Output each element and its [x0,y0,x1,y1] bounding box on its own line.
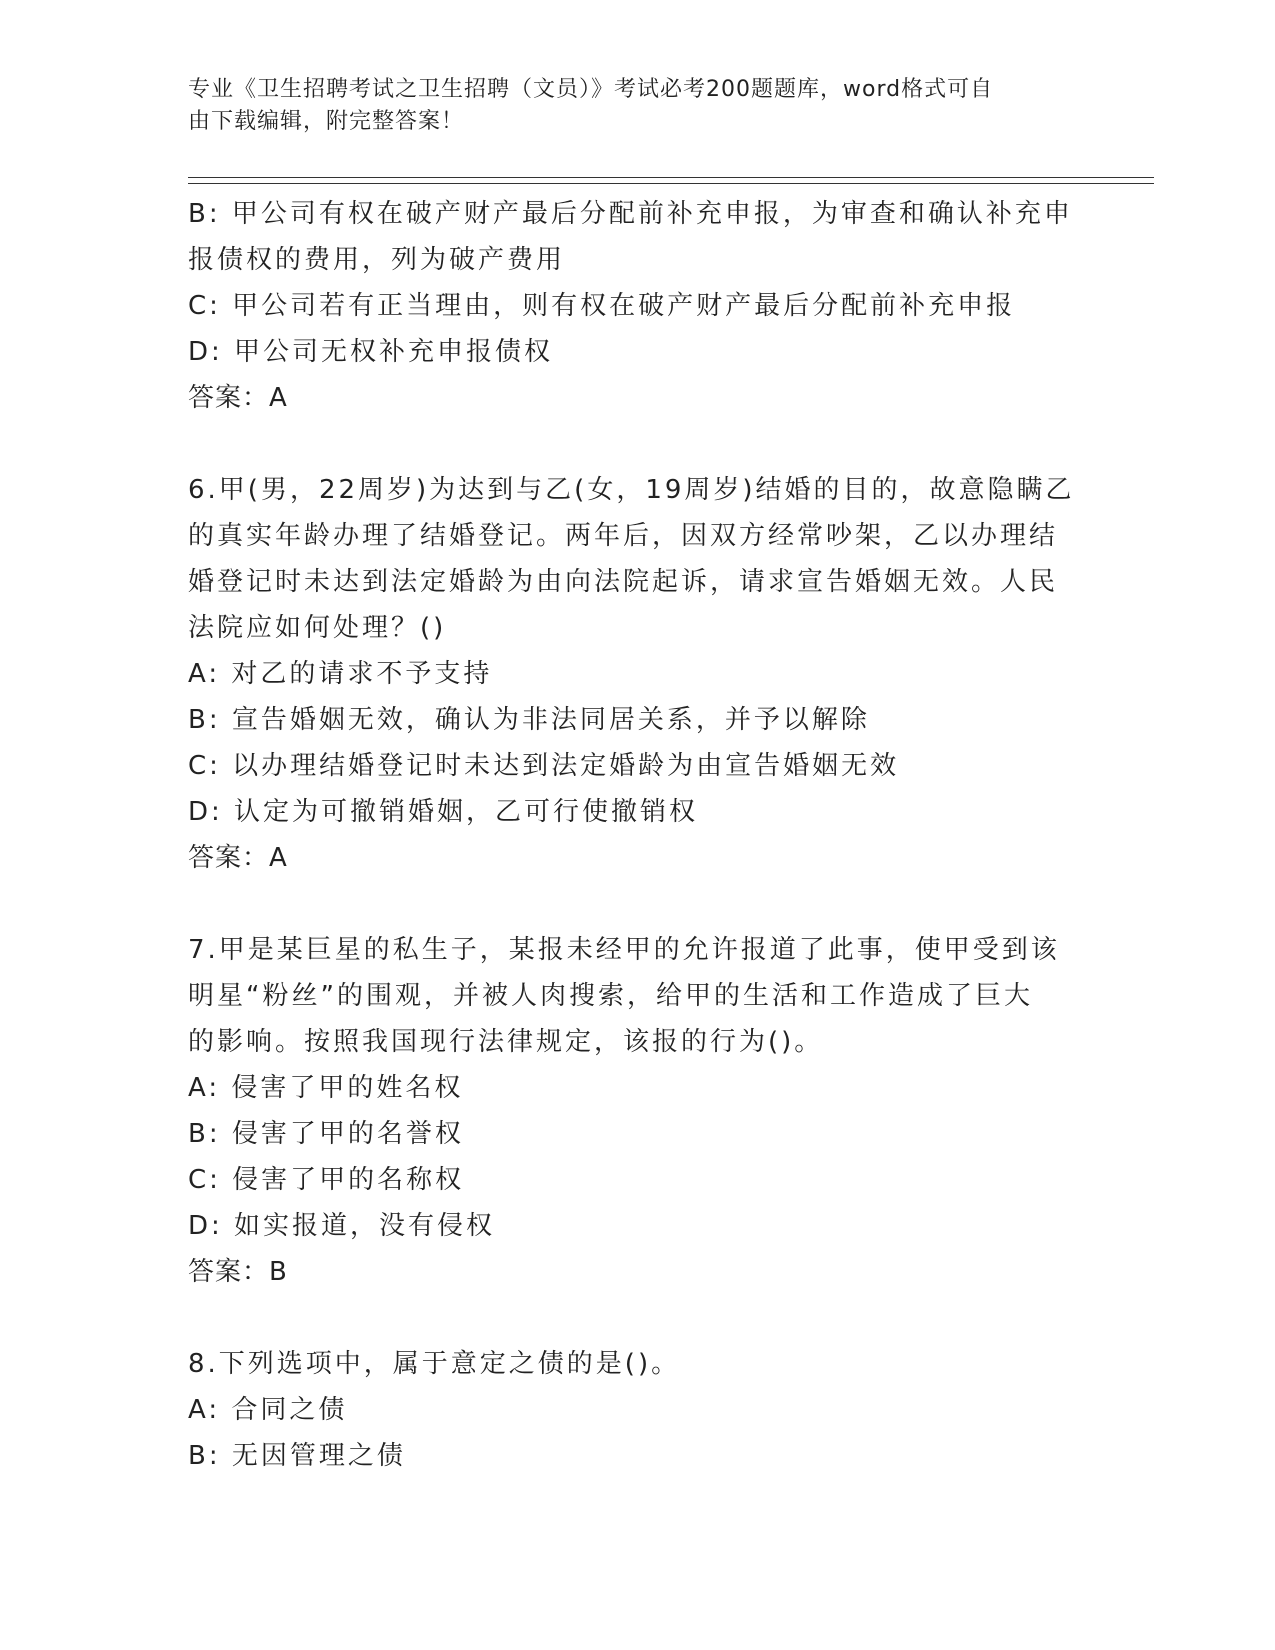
header-line: 专业《卫生招聘考试之卫生招聘（文员）》考试必考200题题库，word格式可自 [188,77,994,102]
question-stem: 婚登记时未达到法定婚龄为由向法院起诉，请求宣告婚姻无效。人民 [188,567,1059,597]
header-line: 由下载编辑，附完整答案！ [188,109,465,134]
header-divider [188,177,1154,178]
question-stem: 8.下列选项中，属于意定之债的是()。 [188,1349,681,1379]
option-b: B: 甲公司有权在破产财产最后分配前补充申报，为审查和确认补充申 [188,199,1073,229]
question-stem: 明星“粉丝”的围观，并被人肉搜索，给甲的生活和工作造成了巨大 [188,981,1033,1011]
option-d: D: 认定为可撤销婚姻，乙可行使撤销权 [188,797,699,827]
answer-line: 答案：B [188,1257,288,1287]
question-5-tail [188,191,1088,421]
question-8 [188,1341,1088,1479]
header-divider [188,183,1154,184]
document-header [188,74,1068,138]
question-stem: 6.甲(男，22周岁)为达到与乙(女，19周岁)结婚的目的，故意隐瞒乙 [188,475,1075,505]
question-stem: 7.甲是某巨星的私生子，某报未经甲的允许报道了此事，使甲受到该 [188,935,1060,965]
option-b-continued: 报债权的费用，列为破产费用 [188,245,566,275]
question-stem: 的真实年龄办理了结婚登记。两年后，因双方经常吵架，乙以办理结 [188,521,1059,551]
option-b: B: 侵害了甲的名誉权 [188,1119,464,1149]
option-d: D: 如实报道，没有侵权 [188,1211,496,1241]
option-a: A: 对乙的请求不予支持 [188,659,493,689]
option-c: C: 以办理结婚登记时未达到法定婚龄为由宣告婚姻无效 [188,751,900,781]
option-c: C: 侵害了甲的名称权 [188,1165,465,1195]
question-7 [188,927,1088,1295]
answer-line: 答案：A [188,383,288,413]
option-c: C: 甲公司若有正当理由，则有权在破产财产最后分配前补充申报 [188,291,1016,321]
option-d: D: 甲公司无权补充申报债权 [188,337,554,367]
answer-line: 答案：A [188,843,288,873]
document-body [188,191,1088,1479]
question-6 [188,467,1088,881]
option-b: B: 无因管理之债 [188,1441,406,1471]
question-stem: 的影响。按照我国现行法律规定，该报的行为()。 [188,1027,824,1057]
option-b: B: 宣告婚姻无效，确认为非法同居关系，并予以解除 [188,705,870,735]
option-a: A: 侵害了甲的姓名权 [188,1073,464,1103]
option-a: A: 合同之债 [188,1395,348,1425]
question-stem: 法院应如何处理？() [188,613,447,643]
